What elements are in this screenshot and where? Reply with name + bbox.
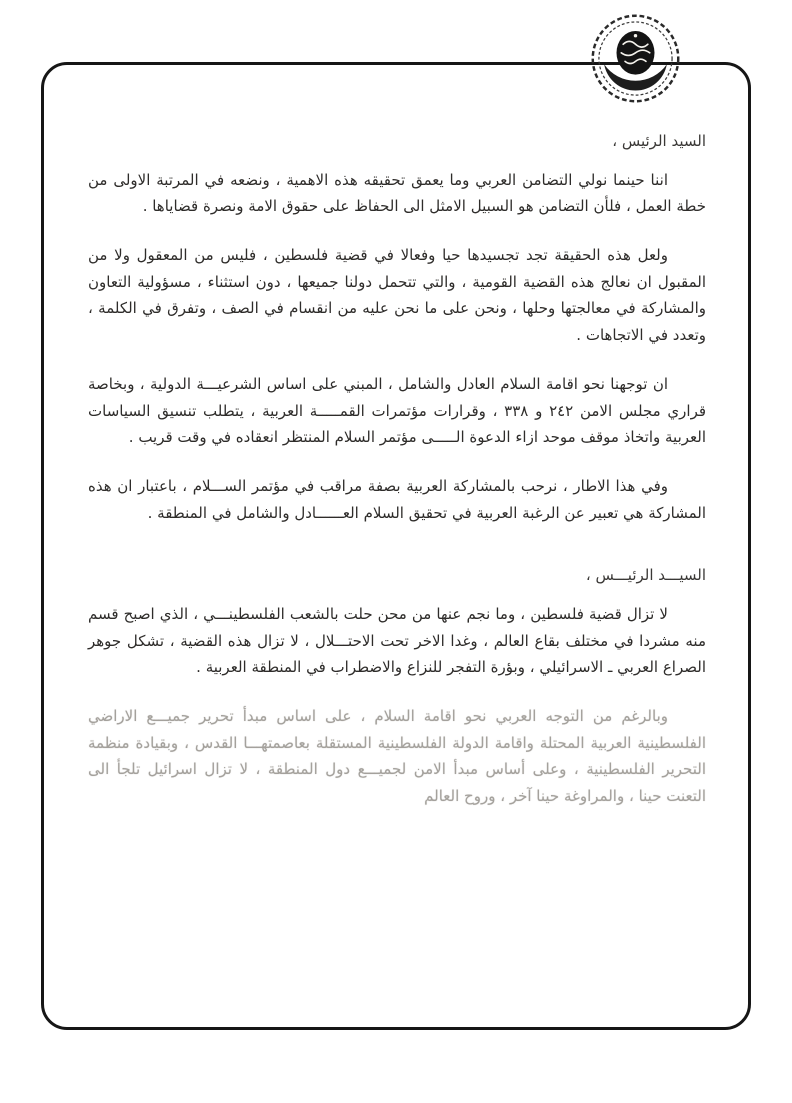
paragraph-peace-resolutions: ان توجهنا نحو اقامة السلام العادل والشامل ، المبني على اساس الشرعيـــة الدولية ، وبخاصة قراري مجلس الامن ٢٤٢ و ٣٣٨ ، وقرارات مؤتمرات القمـــــة العربية ، يتطلب تنسيق السياسات العربية واتخاذ موقف موحد ازاء الدعوة الـــــى مؤتمر السلام المنتظر انعقاده في وقت قريب . [88, 374, 707, 447]
paragraph-observer-participation: وفي هذا الاطار ، نرحب بالمشاركة العربية بصفة مراقب في مؤتمر الســـلام ، باعتبار ان هذه المشاركة هي تعبير عن الرغبة العربية في تحقيق السلام العــــــادل والشامل في المنطقة . [88, 476, 706, 522]
arab-league-emblem [588, 10, 683, 107]
paragraph-conflict-core: لا تزال قضية فلسطين ، وما نجم عنها من محن حلت بالشعب الفلسطينـــي ، الذي اصبح قسم منه مشردا في مختلف بقاع العالم ، وغدا الاخر تحت الاحتـــلال ، لا تزال هذه القضية ، تشكل جوهر الصراع العربي ـ الاسرائيلي ، وبؤرة التفجر للنزاع والاضطراب في المنطقة العربية . [88, 604, 706, 677]
letter-body [88, 128, 706, 832]
seal-icon [588, 10, 683, 107]
salutation-line: السيد الرئيس ، [612, 132, 706, 150]
paragraph-palestine-cause: ولعل هذه الحقيقة تجد تجسيدها حيا وفعالا في قضية فلسطين ، فليس من المعقول ولا من المقبول ان نعالج هذه القضية القومية ، والتي تتحمل دولنا جميعها ، دون استثناء ، مسؤولية التعاون والمشاركة في معالجتها وحلها ، ونحن على ما نحن عليه من انقسام في الصف ، وتفرق في الكلمة ، وتعدد في الاتجاهات . [88, 246, 706, 345]
spacer [88, 548, 706, 562]
paragraph-solidarity: اننا حينما نولي التضامن العربي وما يعمق تحقيقه هذه الاهمية ، ونضعه في المرتبة الاولى من خطة العمل ، فلأن التضامن هو السبيل الامثل الى الحفاظ على حقوق الامة ونصرة قضاياها . [88, 170, 706, 216]
paragraph-faded-closing: وبالرغم من التوجه العربي نحو اقامة السلام ، على اساس مبدأ تحرير جميـــع الاراضي الفلسطينية العربية المحتلة واقامة الدولة الفلسطينية المستقلة بعاصمتهـــا القدس ، وبقيادة منظمة التحرير الفلسطينية ، وعلى أساس مبدأ الامن لجميـــع دول المنطقة ، لا تزال اسرائيل تلجأ الى التعنت حينا ، والمراوغة حينا آخر ، وروح العالم [88, 707, 706, 806]
salutation-line-2: السيـــد الرئيـــس ، [585, 566, 706, 585]
